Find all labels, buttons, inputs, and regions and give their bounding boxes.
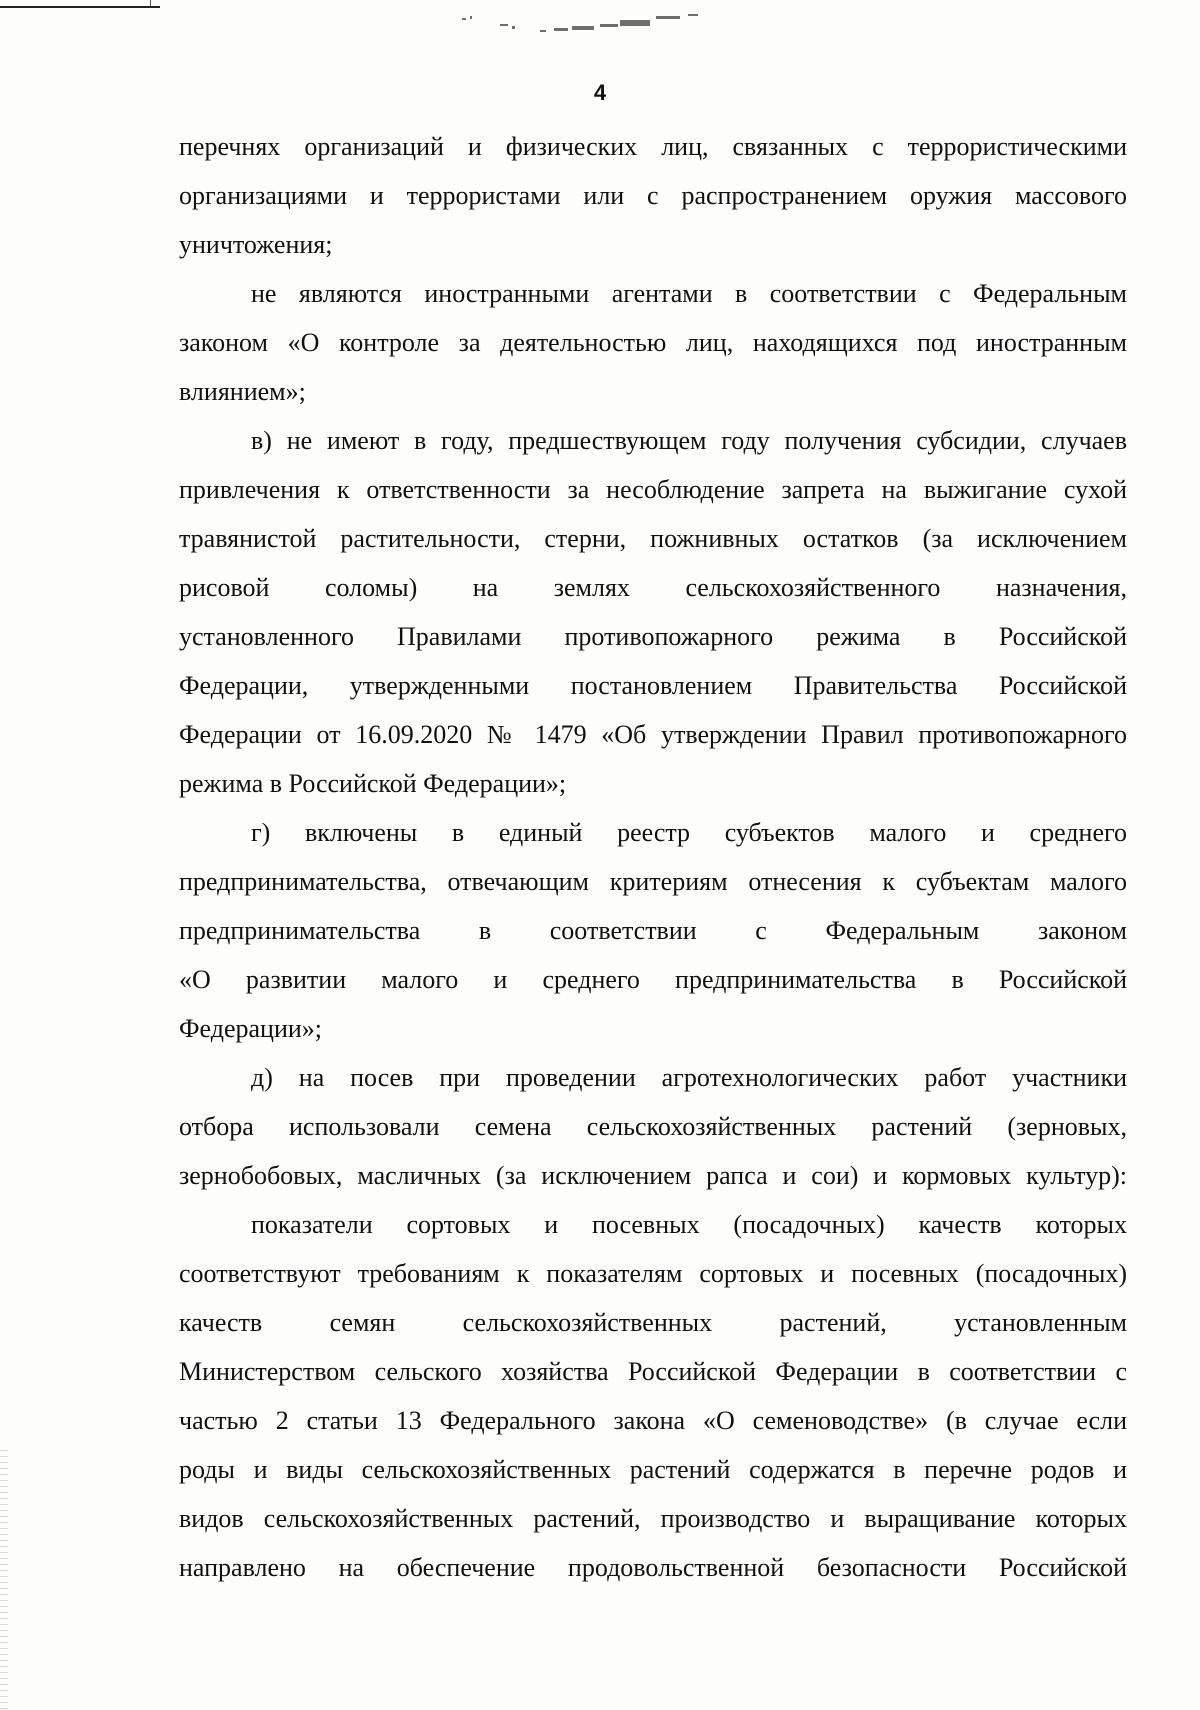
text-line: влиянием»;	[179, 377, 306, 406]
text-line: в) не имеют в году, предшествующем году получения субсидии, случаев	[251, 426, 1127, 455]
scan-noise-artifact	[460, 14, 740, 44]
text-line: Федерации от 16.09.2020 № 1479 «Об утверждении Правил противопожарного	[179, 720, 1127, 749]
text-line: режима в Российской Федерации»;	[179, 769, 567, 798]
page-number: 4	[593, 80, 607, 105]
text-line: д) на посев при проведении агротехнологических работ участники	[251, 1063, 1127, 1092]
text-line: отбора использовали семена сельскохозяйственных растений (зерновых,	[179, 1112, 1127, 1141]
text-line: организациями и террористами или с распространением оружия массового	[179, 181, 1127, 210]
text-line: не являются иностранными агентами в соответствии с Федеральным	[251, 279, 1127, 308]
text-line: Федерации, утвержденными постановлением Правительства Российской	[179, 671, 1127, 700]
text-line: уничтожения;	[179, 230, 333, 259]
text-line: показатели сортовых и посевных (посадочных) качеств которых	[251, 1210, 1127, 1239]
text-line: травянистой растительности, стерни, пожнивных остатков (за исключением	[179, 524, 1127, 553]
text-line: качеств семян сельскохозяйственных растений, установленным	[179, 1308, 1127, 1337]
text-line: Министерством сельского хозяйства Российской Федерации в соответствии с	[179, 1357, 1127, 1386]
text-line: Федерации»;	[179, 1014, 323, 1043]
text-line: соответствуют требованиям к показателям сортовых и посевных (посадочных)	[179, 1259, 1127, 1288]
text-line: видов сельскохозяйственных растений, производство и выращивание которых	[179, 1504, 1127, 1533]
text-line: зернобобовых, масличных (за исключением рапса и сои) и кормовых культур):	[179, 1161, 1127, 1190]
text-line: роды и виды сельскохозяйственных растений содержатся в перечне родов и	[179, 1455, 1127, 1484]
scan-margin-noise	[0, 1450, 8, 1710]
text-line: установленного Правилами противопожарного режима в Российской	[179, 622, 1127, 651]
text-line: частью 2 статьи 13 Федерального закона «О семеноводстве» (в случае если	[179, 1406, 1127, 1435]
text-line: предпринимательства в соответствии с Федеральным законом	[179, 916, 1127, 945]
text-line: предпринимательства, отвечающим критериям отнесения к субъектам малого	[179, 867, 1127, 896]
text-line: законом «О контроле за деятельностью лиц, находящихся под иностранным	[179, 328, 1127, 357]
document-body	[179, 122, 1127, 1592]
text-line: перечнях организаций и физических лиц, связанных с террористическими	[179, 132, 1127, 161]
text-line: привлечения к ответственности за несоблюдение запрета на выжигание сухой	[179, 475, 1127, 504]
text-line: направлено на обеспечение продовольственной безопасности Российской	[179, 1553, 1127, 1582]
scan-edge-mark	[150, 0, 151, 6]
text-line: рисовой соломы) на землях сельскохозяйственного назначения,	[179, 573, 1127, 602]
scan-edge-mark	[0, 6, 160, 8]
text-line: г) включены в единый реестр субъектов малого и среднего	[251, 818, 1127, 847]
text-line: «О развитии малого и среднего предпринимательства в Российской	[179, 965, 1127, 994]
